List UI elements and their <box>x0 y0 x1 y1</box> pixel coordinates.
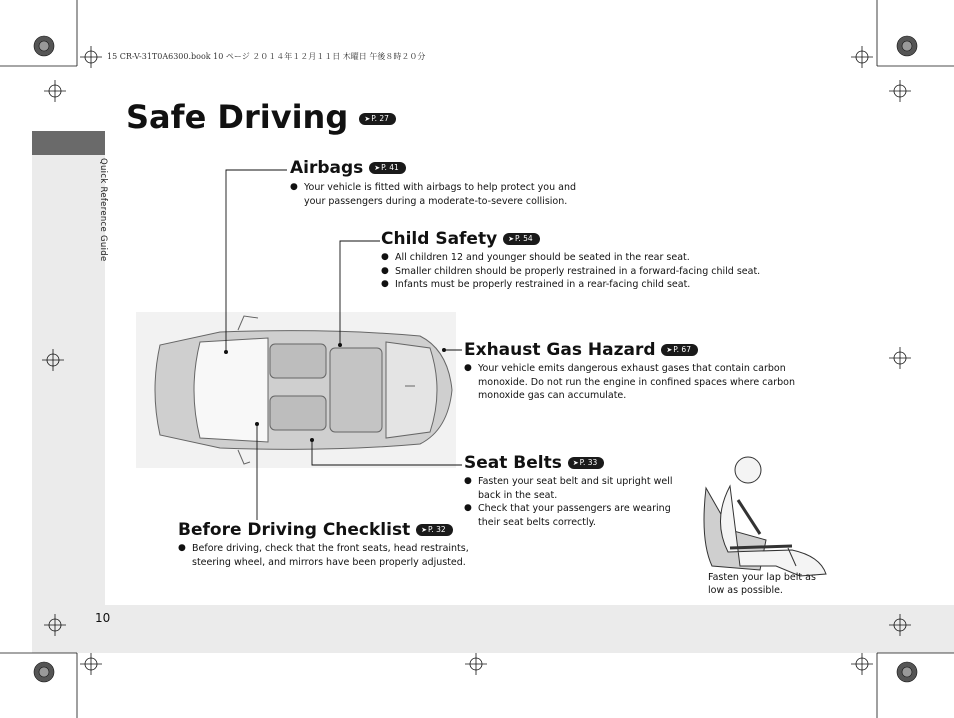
airbags-title: Airbags <box>290 158 364 178</box>
bullet-item: ● Your vehicle is fitted with airbags to help protect you and your passengers during a moderate-to-severe collision. <box>290 181 600 208</box>
airbags-section <box>290 158 600 208</box>
airbags-heading <box>290 158 600 178</box>
page-title <box>126 98 396 136</box>
ref-label: P. 32 <box>428 525 446 534</box>
crosshair-icon <box>80 653 102 675</box>
checklist-page-ref[interactable]: ➤P. 32 <box>416 524 453 536</box>
seat-belts-bullets <box>464 475 689 529</box>
exhaust-heading <box>464 340 824 360</box>
ref-label: P. 33 <box>579 458 598 467</box>
exhaust-page-ref[interactable]: ➤P. 67 <box>661 344 698 356</box>
crosshair-icon <box>80 46 102 68</box>
car-illustration <box>136 312 456 468</box>
exhaust-bullets <box>464 362 824 403</box>
child-safety-section <box>381 229 811 292</box>
lap-belt-caption: Fasten your lap belt as low as possible. <box>708 572 816 596</box>
seat-belts-page-ref[interactable]: ➤P. 33 <box>568 457 605 469</box>
seat-belts-section <box>464 453 689 529</box>
exhaust-section <box>464 340 824 403</box>
bullet-item: ● Fasten your seat belt and sit upright well back in the seat. <box>464 475 689 502</box>
checklist-bullets <box>178 542 493 569</box>
seat-belts-heading <box>464 453 689 473</box>
checklist-section <box>178 520 493 569</box>
crosshair-icon <box>851 46 873 68</box>
child-safety-heading <box>381 229 811 249</box>
checklist-heading <box>178 520 493 540</box>
child-safety-page-ref[interactable]: ➤P. 54 <box>503 233 540 245</box>
crosshair-icon <box>889 614 911 636</box>
crosshair-icon <box>44 80 66 102</box>
bullet-item: ● Before driving, check that the front seats, head restraints, steering wheel, and mirrors have been properly adjusted. <box>178 542 493 569</box>
exhaust-title: Exhaust Gas Hazard <box>464 340 656 360</box>
crosshair-icon <box>465 653 487 675</box>
bullet-item: ● Your vehicle emits dangerous exhaust gases that contain carbon monoxide. Do not run the engine in confined spaces where carbon monoxide gas can accumulate. <box>464 362 824 403</box>
child-safety-bullets <box>381 251 811 292</box>
crosshair-icon <box>889 347 911 369</box>
page-number: 10 <box>95 611 111 625</box>
seatbelt-figure <box>704 457 826 576</box>
print-header: 15 CR-V-31T0A6300.book 10 ページ ２０１４年１２月１１日 木曜日 午後８時２０分 <box>107 52 426 61</box>
bullet-item: ● Smaller children should be properly restrained in a forward-facing child seat. <box>381 265 811 279</box>
title-text: Safe Driving <box>126 98 349 136</box>
ref-label: P. 27 <box>371 114 389 123</box>
ref-label: P. 54 <box>514 234 533 243</box>
seat-belts-title: Seat Belts <box>464 453 562 473</box>
ref-label: P. 41 <box>381 163 399 172</box>
bullet-item: ● Check that your passengers are wearing their seat belts correctly. <box>464 502 689 529</box>
crosshair-icon <box>42 349 64 371</box>
bullet-item: ● All children 12 and younger should be seated in the rear seat. <box>381 251 811 265</box>
airbags-bullets <box>290 181 600 208</box>
crosshair-icon <box>851 653 873 675</box>
ref-label: P. 67 <box>673 345 691 354</box>
title-page-ref[interactable]: ➤P. 27 <box>359 113 396 125</box>
crosshair-icon <box>889 80 911 102</box>
child-safety-title: Child Safety <box>381 229 498 249</box>
bullet-item: ● Infants must be properly restrained in a rear-facing child seat. <box>381 278 811 292</box>
crosshair-icon <box>44 614 66 636</box>
airbags-page-ref[interactable]: ➤P. 41 <box>369 162 406 174</box>
checklist-title: Before Driving Checklist <box>178 520 411 540</box>
side-label: Quick Reference Guide <box>98 158 108 262</box>
